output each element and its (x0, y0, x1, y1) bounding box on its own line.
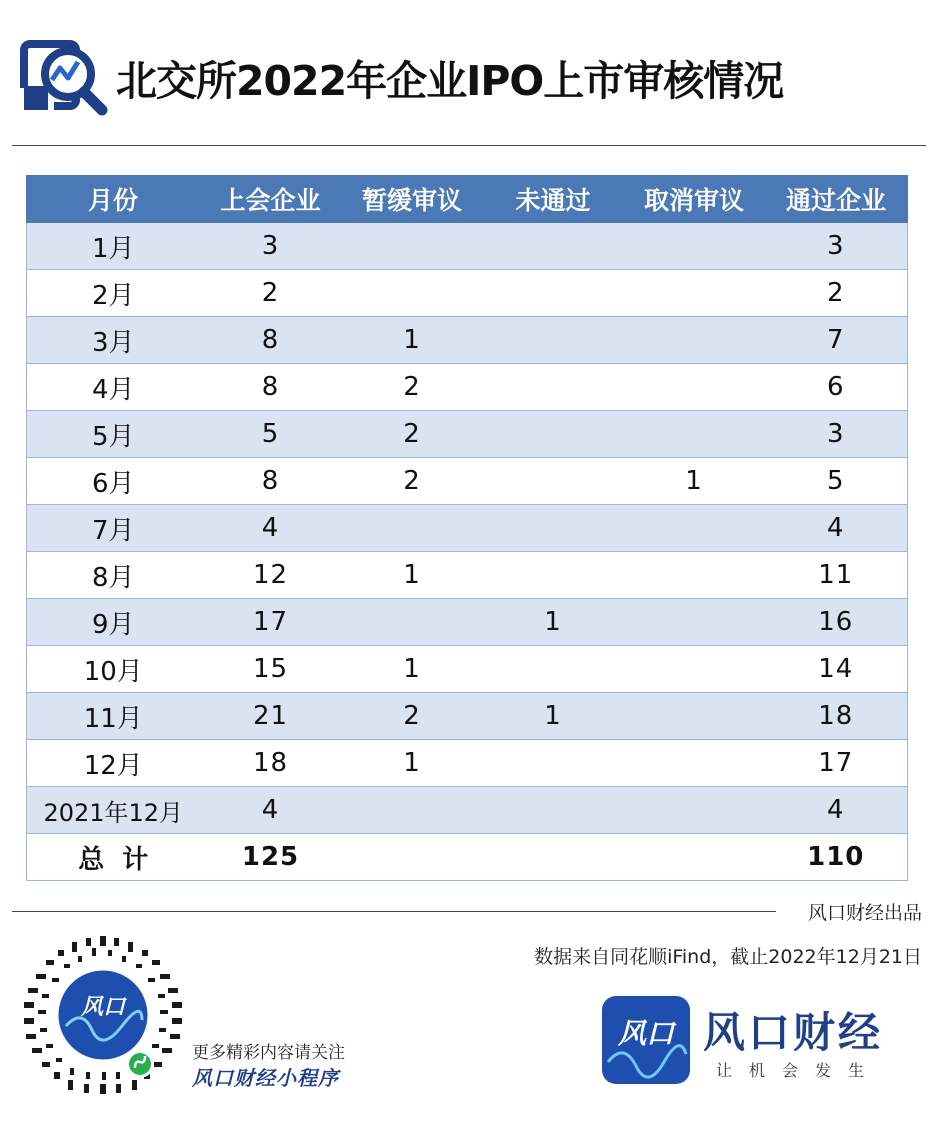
brand-slogan: 让机会发生 (716, 1061, 882, 1080)
total-approved: 110 (765, 834, 908, 881)
column-header-month: 月份 (27, 176, 200, 223)
cancelled-cell (624, 364, 765, 411)
rejected-cell (483, 364, 624, 411)
cancelled-cell (624, 505, 765, 552)
cancelled-cell (624, 787, 765, 834)
column-header-listed: 上会企业 (200, 176, 342, 223)
month-cell: 6月 (27, 458, 200, 505)
cancelled-cell (624, 317, 765, 364)
table-row (27, 693, 908, 740)
month-cell: 12月 (27, 740, 200, 787)
approved-cell: 6 (765, 364, 908, 411)
deferred-cell: 1 (342, 646, 483, 693)
cancelled-cell (624, 740, 765, 787)
approved-cell: 4 (765, 505, 908, 552)
divider (12, 145, 926, 146)
rejected-cell: 1 (483, 599, 624, 646)
total-row (27, 834, 908, 881)
month-cell: 4月 (27, 364, 200, 411)
deferred-cell: 1 (342, 740, 483, 787)
month-cell: 2021年12月 (27, 787, 200, 834)
brand-name: 风口财经 (703, 1008, 884, 1057)
table-row (27, 411, 908, 458)
listed-cell: 3 (200, 223, 342, 270)
cancelled-cell (624, 552, 765, 599)
producer-credit: 风口财经出品 (807, 902, 922, 924)
table-row (27, 599, 908, 646)
rejected-cell (483, 411, 624, 458)
cancelled-cell (624, 599, 765, 646)
rejected-cell (483, 787, 624, 834)
table-row (27, 458, 908, 505)
brand-logo-text: 风口 (617, 1017, 675, 1050)
month-cell: 7月 (27, 505, 200, 552)
rejected-cell (483, 552, 624, 599)
deferred-cell: 1 (342, 317, 483, 364)
month-cell: 1月 (27, 223, 200, 270)
listed-cell: 18 (200, 740, 342, 787)
table-row (27, 317, 908, 364)
page-title: 北交所2022年企业IPO上市审核情况 (116, 57, 784, 105)
deferred-cell: 2 (342, 411, 483, 458)
listed-cell: 15 (200, 646, 342, 693)
month-cell: 10月 (27, 646, 200, 693)
listed-cell: 8 (200, 364, 342, 411)
table-row (27, 270, 908, 317)
month-cell: 5月 (27, 411, 200, 458)
deferred-cell: 2 (342, 458, 483, 505)
total-label: 总 计 (27, 834, 200, 881)
listed-cell: 17 (200, 599, 342, 646)
total-deferred (342, 834, 483, 881)
deferred-cell (342, 599, 483, 646)
table-row (27, 787, 908, 834)
header (20, 38, 920, 116)
divider (12, 911, 776, 912)
deferred-cell: 1 (342, 552, 483, 599)
deferred-cell: 2 (342, 693, 483, 740)
table-row (27, 505, 908, 552)
cancelled-cell (624, 693, 765, 740)
rejected-cell (483, 223, 624, 270)
cancelled-cell: 1 (624, 458, 765, 505)
rejected-cell (483, 740, 624, 787)
month-cell: 2月 (27, 270, 200, 317)
approved-cell: 14 (765, 646, 908, 693)
listed-cell: 21 (200, 693, 342, 740)
rejected-cell (483, 646, 624, 693)
rejected-cell (483, 505, 624, 552)
approved-cell: 17 (765, 740, 908, 787)
cancelled-cell (624, 223, 765, 270)
listed-cell: 2 (200, 270, 342, 317)
mini-program-name: 风口财经小程序 (192, 1066, 339, 1090)
approved-cell: 7 (765, 317, 908, 364)
deferred-cell (342, 270, 483, 317)
mini-program-prompt: 更多精彩内容请关注 (192, 1043, 345, 1063)
total-listed: 125 (200, 834, 342, 881)
approved-cell: 18 (765, 693, 908, 740)
approved-cell: 5 (765, 458, 908, 505)
deferred-cell (342, 505, 483, 552)
mini-program-qr-code[interactable] (22, 934, 184, 1096)
rejected-cell (483, 458, 624, 505)
column-header-deferred: 暂缓审议 (342, 176, 483, 223)
approved-cell: 11 (765, 552, 908, 599)
data-source-note: 数据来自同花顺iFind，截止2022年12月21日 (534, 946, 922, 968)
listed-cell: 8 (200, 458, 342, 505)
column-header-cancelled: 取消审议 (624, 176, 765, 223)
cancelled-cell (624, 646, 765, 693)
column-header-approved: 通过企业 (765, 176, 908, 223)
month-cell: 3月 (27, 317, 200, 364)
column-header-rejected: 未通过 (483, 176, 624, 223)
rejected-cell: 1 (483, 693, 624, 740)
deferred-cell (342, 787, 483, 834)
approved-cell: 4 (765, 787, 908, 834)
rejected-cell (483, 317, 624, 364)
ipo-review-table (26, 175, 907, 881)
rejected-cell (483, 270, 624, 317)
qr-logo-text: 风口 (80, 995, 126, 1020)
listed-cell: 4 (200, 787, 342, 834)
month-cell: 9月 (27, 599, 200, 646)
total-rejected (483, 834, 624, 881)
month-cell: 11月 (27, 693, 200, 740)
listed-cell: 5 (200, 411, 342, 458)
table-row (27, 740, 908, 787)
listed-cell: 4 (200, 505, 342, 552)
table-row (27, 223, 908, 270)
table-row (27, 364, 908, 411)
brand-logo-icon (602, 996, 690, 1084)
listed-cell: 12 (200, 552, 342, 599)
deferred-cell (342, 223, 483, 270)
approved-cell: 3 (765, 223, 908, 270)
search-chart-icon (20, 38, 108, 116)
deferred-cell: 2 (342, 364, 483, 411)
approved-cell: 2 (765, 270, 908, 317)
table-row (27, 552, 908, 599)
table-header-row (27, 176, 908, 223)
approved-cell: 16 (765, 599, 908, 646)
month-cell: 8月 (27, 552, 200, 599)
cancelled-cell (624, 270, 765, 317)
total-cancelled (624, 834, 765, 881)
cancelled-cell (624, 411, 765, 458)
listed-cell: 8 (200, 317, 342, 364)
table-row (27, 646, 908, 693)
approved-cell: 3 (765, 411, 908, 458)
